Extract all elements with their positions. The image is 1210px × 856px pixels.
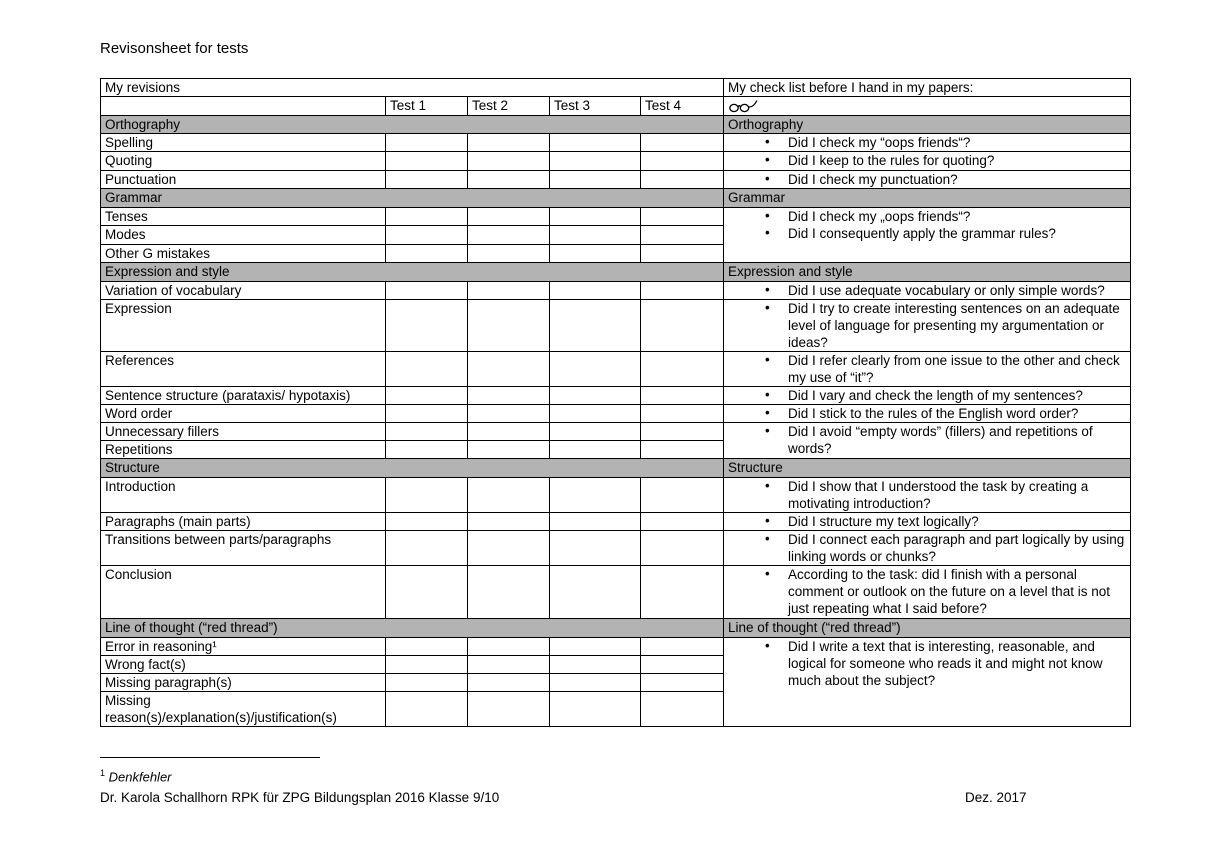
table-row [101,152,1131,171]
right-header-cell: My check list before I hand in my papers: [724,79,1131,97]
test-cell [641,478,724,513]
test-cell [550,226,641,245]
section-header-row [101,189,1131,208]
checklist-cell [724,300,1131,352]
test-cell [468,152,550,171]
checklist-item: • Did I use adequate vocabulary or only simple words? [728,282,1126,299]
test-cell [641,441,724,459]
test-cell [550,300,641,352]
row-label: Spelling [101,134,386,152]
test-cell [550,692,641,727]
test-cell [641,152,724,171]
footer-author: Dr. Karola Schallhorn RPK für ZPG Bildungsplan 2016 Klasse 9/10 [100,790,500,805]
checklist-item: • Did I avoid “empty words” (fillers) and repetitions of words? [728,423,1126,457]
checklist [728,405,1126,422]
test-cell [641,208,724,226]
table-body [101,79,1131,727]
checklist [728,300,1126,351]
test-cell [641,638,724,656]
section-title-left: Grammar [101,189,724,208]
test-cell [386,352,468,387]
test-cell [550,656,641,674]
test-cell [468,566,550,619]
document-title: Revisonsheet for tests [100,40,249,57]
checklist-cell [724,352,1131,387]
checklist [728,423,1126,457]
section-header-row [101,116,1131,134]
section-title-left: Expression and style [101,263,724,282]
test-column-header: Test 4 [641,97,724,116]
test-cell [386,405,468,423]
test-cell [550,423,641,441]
test-cell [550,513,641,531]
test-cell [550,245,641,263]
checklist-cell [724,152,1131,171]
test-cell [550,674,641,692]
test-cell [641,674,724,692]
footnote-text: Denkfehler [108,769,172,785]
test-cell [386,441,468,459]
test-cell [386,656,468,674]
test-cell [550,566,641,619]
test-cell [641,245,724,263]
table-row [101,566,1131,619]
test-cell [468,245,550,263]
test-cell [641,387,724,405]
section-header-row [101,263,1131,282]
checklist [728,513,1126,530]
footnote [100,768,172,784]
test-cell [468,638,550,656]
test-cell [641,226,724,245]
section-title-right: Structure [724,459,1131,478]
footnote-separator [100,757,320,758]
table-row [101,513,1131,531]
test-cell [386,566,468,619]
test-cell [386,513,468,531]
test-cell [468,134,550,152]
table-header-row [101,79,1131,97]
checklist-cell [724,134,1131,152]
test-column-header: Test 1 [386,97,468,116]
checklist-cell [724,171,1131,189]
test-cell [550,405,641,423]
section-title-right: Grammar [724,189,1131,208]
section-header-row [101,459,1131,478]
test-cell [386,282,468,300]
row-label: Paragraphs (main parts) [101,513,386,531]
row-label: Word order [101,405,386,423]
checklist-cell [724,478,1131,513]
checklist-item: • Did I consequently apply the grammar rules? [728,225,1126,242]
row-label: References [101,352,386,387]
row-label: Introduction [101,478,386,513]
test-cell [468,226,550,245]
checklist-item: • Did I check my „oops friends“? [728,208,1126,225]
test-cell [468,423,550,441]
test-cell [468,656,550,674]
section-title-left: Orthography [101,116,724,134]
checklist-item: • Did I write a text that is interesting, reasonable, and logical for someone who reads it and might not know much about the subject? [728,638,1126,689]
section-title-right: Line of thought (“red thread”) [724,619,1131,638]
row-label: Missing reason(s)/explanation(s)/justification(s) [101,692,386,727]
checklist-cell [724,387,1131,405]
row-label: Repetitions [101,441,386,459]
section-header-row [101,619,1131,638]
checklist-item: • Did I check my “oops friends“? [728,134,1126,151]
left-header-cell: My revisions [101,79,724,97]
test-cell [641,282,724,300]
test-cell [641,566,724,619]
checklist [728,171,1126,188]
checklist-item: • Did I connect each paragraph and part logically by using linking words or chunks? [728,531,1126,565]
checklist [728,208,1126,242]
test-cell [550,152,641,171]
section-title-right: Orthography [724,116,1131,134]
row-label: Missing paragraph(s) [101,674,386,692]
checklist [728,282,1126,299]
test-cell [386,171,468,189]
checklist-item: • Did I structure my text logically? [728,513,1126,530]
test-cell [550,638,641,656]
test-cell [641,352,724,387]
table-row [101,352,1131,387]
row-label: Other G mistakes [101,245,386,263]
test-cell [386,245,468,263]
test-cell [550,352,641,387]
test-cell [386,531,468,566]
test-cell [386,692,468,727]
test-cell [386,638,468,656]
table-row [101,638,1131,656]
test-cell [468,352,550,387]
test-cell [550,208,641,226]
row-label: Punctuation [101,171,386,189]
checklist-cell [724,282,1131,300]
row-label: Modes [101,226,386,245]
section-title-left: Line of thought (“red thread”) [101,619,724,638]
row-label: Wrong fact(s) [101,656,386,674]
checklist-item: • According to the task: did I finish with a personal comment or outlook on the future on a level that is not just repeating what I said before? [728,566,1126,617]
table-row [101,300,1131,352]
eyeglasses-icon [728,99,758,113]
test-cell [550,171,641,189]
checklist-item: • Did I try to create interesting sentences on an adequate level of language for presenting my argumentation or ideas? [728,300,1126,351]
test-cell [550,134,641,152]
table-row [101,405,1131,423]
checklist [728,478,1126,512]
glasses-cell [724,97,1131,116]
test-cell [386,674,468,692]
row-label: Error in reasoning¹ [101,638,386,656]
checklist-item: • Did I refer clearly from one issue to the other and check my use of “it”? [728,352,1126,386]
row-label: Quoting [101,152,386,171]
checklist-cell [724,531,1131,566]
row-label: Expression [101,300,386,352]
row-label: Tenses [101,208,386,226]
table-row [101,531,1131,566]
test-column-header: Test 2 [468,97,550,116]
test-cell [550,387,641,405]
test-cell [386,387,468,405]
row-label: Variation of vocabulary [101,282,386,300]
test-header-row [101,97,1131,116]
test-cell [386,478,468,513]
checklist-item: • Did I vary and check the length of my sentences? [728,387,1126,404]
test-cell [468,531,550,566]
row-label: Conclusion [101,566,386,619]
test-cell [641,300,724,352]
section-title-right: Expression and style [724,263,1131,282]
checklist-item: • Did I keep to the rules for quoting? [728,152,1126,169]
table-row [101,208,1131,226]
checklist [728,531,1126,565]
test-cell [468,674,550,692]
table-row [101,282,1131,300]
test-cell [550,531,641,566]
table-row [101,387,1131,405]
test-cell [468,692,550,727]
test-cell [641,513,724,531]
checklist-cell [724,405,1131,423]
test-cell [386,300,468,352]
table-row [101,423,1131,441]
test-cell [468,405,550,423]
revision-table [100,78,1131,727]
checklist-cell [724,566,1131,619]
checklist [728,638,1126,689]
checklist-cell [724,208,1131,263]
test-cell [641,171,724,189]
test-cell [468,171,550,189]
test-cell [386,208,468,226]
row-label: Unnecessary fillers [101,423,386,441]
empty-cell [101,97,386,116]
checklist-cell [724,638,1131,727]
test-cell [468,300,550,352]
checklist [728,134,1126,151]
test-cell [468,478,550,513]
checklist-cell [724,423,1131,459]
test-column-header: Test 3 [550,97,641,116]
test-cell [468,387,550,405]
test-cell [468,282,550,300]
checklist-item: • Did I show that I understood the task by creating a motivating introduction? [728,478,1126,512]
footer-date: Dez. 2017 [965,790,1027,805]
footnote-marker: 1 [100,768,106,778]
section-title-left: Structure [101,459,724,478]
test-cell [550,478,641,513]
test-cell [641,656,724,674]
test-cell [641,423,724,441]
table-row [101,171,1131,189]
checklist-cell [724,513,1131,531]
test-cell [641,531,724,566]
table-row [101,134,1131,152]
row-label: Transitions between parts/paragraphs [101,531,386,566]
checklist [728,387,1126,404]
checklist-item: • Did I check my punctuation? [728,171,1126,188]
test-cell [386,226,468,245]
test-cell [468,208,550,226]
checklist [728,352,1126,386]
test-cell [641,405,724,423]
test-cell [641,134,724,152]
test-cell [550,282,641,300]
test-cell [386,134,468,152]
test-cell [468,441,550,459]
test-cell [468,513,550,531]
checklist-item: • Did I stick to the rules of the English word order? [728,405,1126,422]
row-label: Sentence structure (parataxis/ hypotaxis) [101,387,386,405]
checklist [728,566,1126,617]
test-cell [386,423,468,441]
test-cell [641,692,724,727]
test-cell [386,152,468,171]
test-cell [550,441,641,459]
table-row [101,478,1131,513]
checklist [728,152,1126,169]
